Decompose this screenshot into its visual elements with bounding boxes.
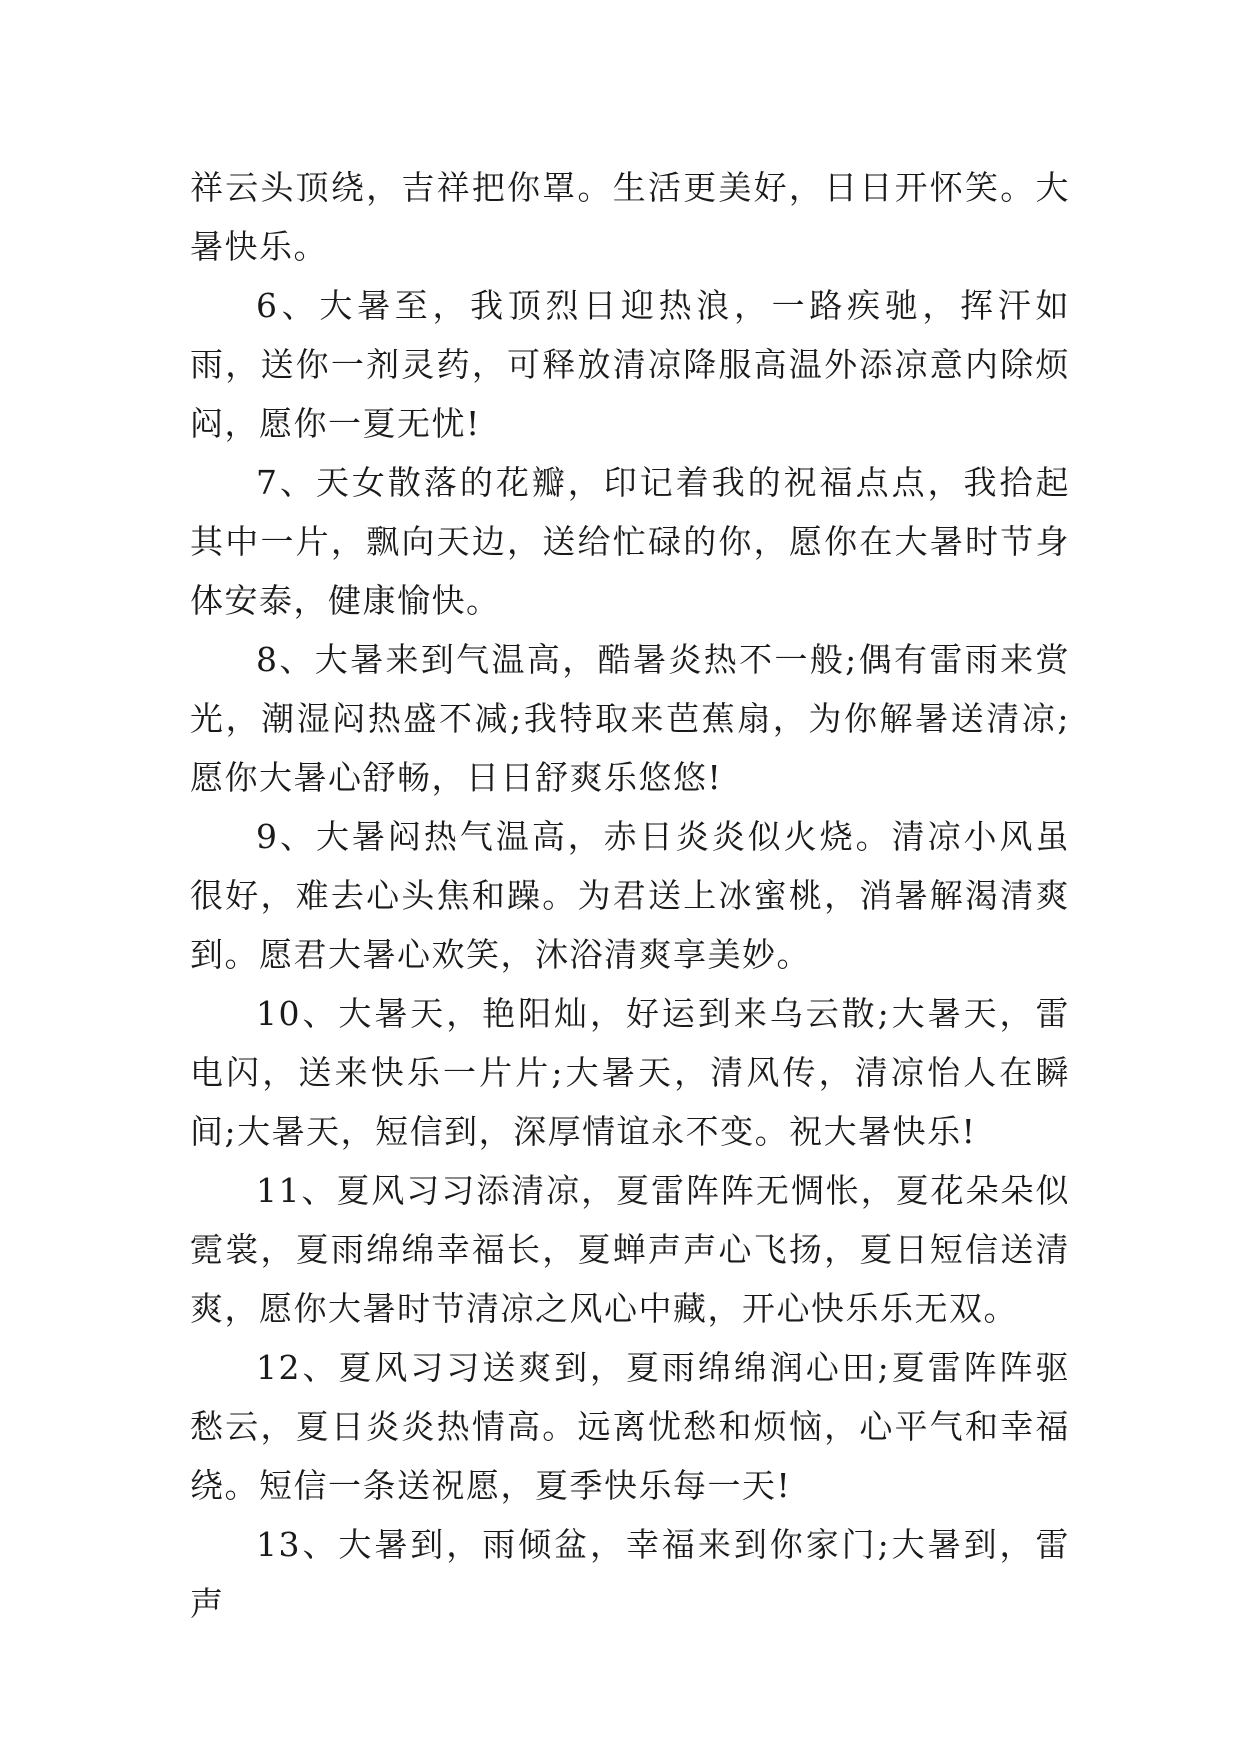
- paragraph-item-10: 10、大暑天，艳阳灿，好运到来乌云散;大暑天，雷电闪，送来快乐一片片;大暑天，清风传，清凉怡人在瞬间;大暑天，短信到，深厚情谊永不变。祝大暑快乐!: [190, 994, 1070, 1151]
- document-body: [190, 158, 1070, 1633]
- paragraph-item-6: 6、大暑至，我顶烈日迎热浪，一路疾驰，挥汗如雨，送你一剂灵药，可释放清凉降服高温外添凉意内除烦闷，愿你一夏无忧!: [190, 286, 1070, 443]
- paragraph-item-8: 8、大暑来到气温高，酷暑炎热不一般;偶有雷雨来赏光，潮湿闷热盛不减;我特取来芭蕉扇，为你解暑送清凉;愿你大暑心舒畅，日日舒爽乐悠悠!: [190, 640, 1070, 797]
- paragraph-item-13: 13、大暑到，雨倾盆，幸福来到你家门;大暑到，雷声: [190, 1525, 1070, 1623]
- paragraph-item-12: 12、夏风习习送爽到，夏雨绵绵润心田;夏雷阵阵驱愁云，夏日炎炎热情高。远离忧愁和烦恼，心平气和幸福绕。短信一条送祝愿，夏季快乐每一天!: [190, 1348, 1070, 1505]
- paragraph-item-9: 9、大暑闷热气温高，赤日炎炎似火烧。清凉小风虽很好，难去心头焦和躁。为君送上冰蜜桃，消暑解渴清爽到。愿君大暑心欢笑，沐浴清爽享美妙。: [190, 817, 1070, 974]
- paragraph-item-11: 11、夏风习习添清凉，夏雷阵阵无惆怅，夏花朵朵似霓裳，夏雨绵绵幸福长，夏蝉声声心飞扬，夏日短信送清爽，愿你大暑时节清凉之风心中藏，开心快乐乐无双。: [190, 1171, 1070, 1328]
- paragraph-item-7: 7、天女散落的花瓣，印记着我的祝福点点，我拾起其中一片，飘向天边，送给忙碌的你，愿你在大暑时节身体安泰，健康愉快。: [190, 463, 1070, 620]
- paragraph-continuation: 祥云头顶绕，吉祥把你罩。生活更美好，日日开怀笑。大暑快乐。: [190, 168, 1070, 266]
